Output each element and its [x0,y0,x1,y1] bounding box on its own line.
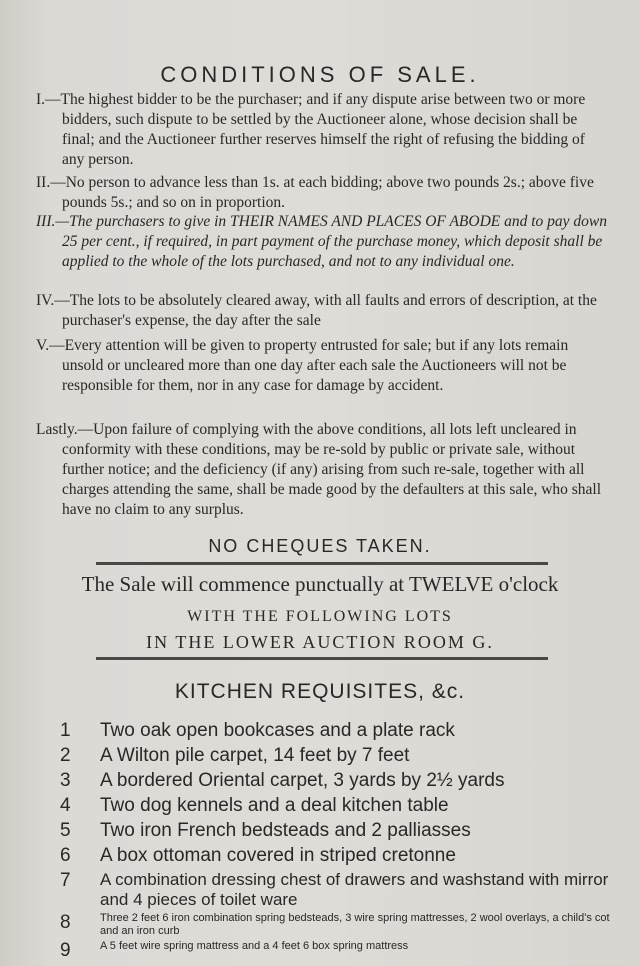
condition-lead: Lastly.— [36,421,94,438]
condition-lead: II.— [36,174,66,191]
lot-number: 1 [60,720,71,741]
condition-lead: V.— [36,337,65,354]
lot-number: 2 [60,745,71,766]
lot-number: 9 [60,940,71,961]
condition-4 [36,291,611,331]
condition-text: No person to advance less than 1s. at each bidding; above two pounds 2s.; above five pounds 5s.; and so on in proportion. [62,174,594,211]
lot-number: 8 [60,912,71,933]
lot-description: Two dog kennels and a deal kitchen table [100,795,449,816]
lot-number: 5 [60,820,71,841]
condition-text: The purchasers to give in THEIR NAMES AND PLACES OF ABODE and to pay down 25 per cent., if required, in part payment of the purchase money, which deposit shall be applied to the whole of the lots purchased, and not to any individual one. [62,213,608,270]
lot-description: A box ottoman covered in striped cretonne [100,845,456,866]
lot-number: 6 [60,845,71,866]
no-cheques-notice: NO CHEQUES TAKEN. [208,536,432,556]
divider [96,657,548,660]
condition-text: Upon failure of complying with the above conditions, all lots left uncleared in conformity with these conditions, may be re-sold by public or private sale, without further notice; and the deficiency (if any) arising from such re-sale, together with all charges attending the same, shall be made good by the defaulters at this sale, who shall have no claim to any surplus. [62,421,602,518]
condition-text: Every attention will be given to property entrusted for sale; but if any lots remain unsold or uncleared more than one day after each sale the Auctioneers will not be responsible for them, nor in any case for damage by accident. [62,337,569,394]
divider [96,562,548,565]
condition-3 [36,212,611,272]
lot-description: A 5 feet wire spring mattress and a 4 feet 6 box spring mattress [100,940,409,952]
condition-1 [36,90,611,170]
condition-5 [36,336,611,396]
lot-number: 3 [60,770,71,791]
lot-number: 7 [60,870,71,891]
section-title: KITCHEN REQUISITES, &c. [174,680,466,703]
condition-text: The lots to be absolutely cleared away, with all faults and errors of description, at the purchaser's expense, the day after the sale [62,292,597,329]
condition-lead: III.— [36,213,70,230]
sale-commence: The Sale will commence punctually at TWELVE o'clock [81,572,559,596]
lot-description: A Wilton pile carpet, 14 feet by 7 feet [100,745,410,766]
condition-lead: I.— [36,91,61,108]
lot-number: 4 [60,795,71,816]
condition-text: The highest bidder to be the purchaser; and if any dispute arise between two or more bidders, such dispute to be settled by the Auctioneer alone, whose decision shall be final; and the Auctioneer further reserves himself the right of refusing the bidding of any person. [60,91,586,168]
lot-description: Two oak open bookcases and a plate rack [100,720,455,741]
auction-room: IN THE LOWER AUCTION ROOM G. [146,632,494,652]
lot-description: A bordered Oriental carpet, 3 yards by 2½ yards [100,770,505,791]
condition-lead: IV.— [36,292,70,309]
lot-description: Three 2 feet 6 iron combination spring bedsteads, 3 wire spring mattresses, 2 wool overlays, a child's cot and an iron curb [100,912,610,937]
condition-lastly [36,420,611,520]
conditions-heading: CONDITIONS OF SALE. [160,62,480,87]
lot-description: A combination dressing chest of drawers and washstand with mirror and 4 pieces of toilet ware [100,870,609,909]
condition-2 [36,173,611,213]
following-lots: WITH THE FOLLOWING LOTS [187,608,453,625]
lot-description: Two iron French bedsteads and 2 palliasses [100,820,471,841]
